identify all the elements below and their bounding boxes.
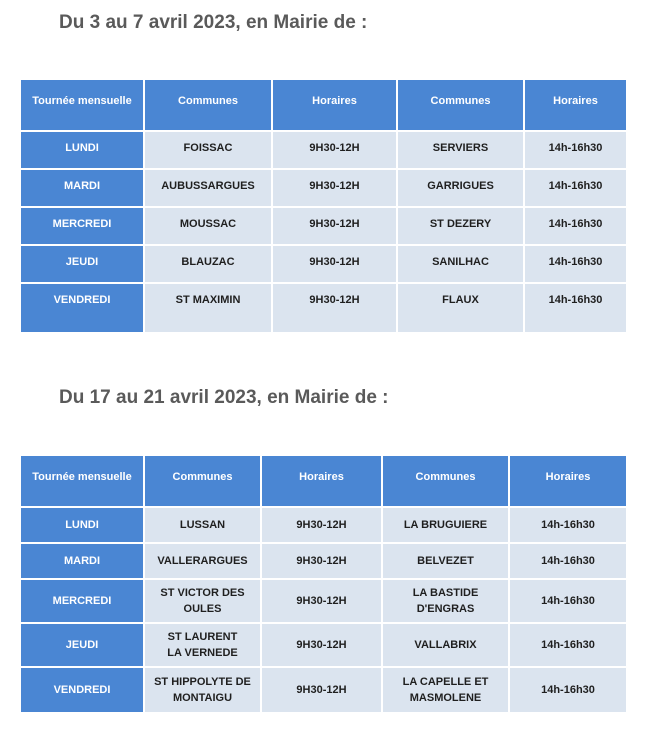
am-hours-cell: 9H30-12H <box>273 170 398 208</box>
am-hours-cell: 9H30-12H <box>273 246 398 284</box>
am-commune-cell: ST VICTOR DES OULES <box>145 580 262 624</box>
pm-commune-cell: ST DEZERY <box>398 208 525 246</box>
am-hours-cell: 9H30-12H <box>273 132 398 170</box>
am-hours-cell: 9H30-12H <box>273 284 398 332</box>
day-cell: MERCREDI <box>21 208 145 246</box>
am-commune-cell: ST LAURENT LA VERNEDE <box>145 624 262 668</box>
am-commune-cell: ST HIPPOLYTE DE MONTAIGU <box>145 668 262 712</box>
pm-commune-cell: GARRIGUES <box>398 170 525 208</box>
header-tournee: Tournée mensuelle <box>21 80 145 132</box>
day-cell: LUNDI <box>21 508 145 544</box>
pm-hours-cell: 14h-16h30 <box>510 624 626 668</box>
header-communes-am: Communes <box>145 456 262 508</box>
pm-hours-cell: 14h-16h30 <box>525 208 626 246</box>
am-hours-cell: 9H30-12H <box>262 508 383 544</box>
day-cell: MARDI <box>21 170 145 208</box>
pm-hours-cell: 14h-16h30 <box>525 170 626 208</box>
schedule-table-week-1 <box>21 80 626 332</box>
am-hours-cell: 9H30-12H <box>262 624 383 668</box>
am-commune-cell: ST MAXIMIN <box>145 284 273 332</box>
pm-commune-cell: BELVEZET <box>383 544 510 580</box>
day-cell: MERCREDI <box>21 580 145 624</box>
pm-commune-cell: LA CAPELLE ET MASMOLENE <box>383 668 510 712</box>
am-commune-cell: BLAUZAC <box>145 246 273 284</box>
section-title-week-2: Du 17 au 21 avril 2023, en Mairie de : <box>59 387 389 408</box>
am-commune-cell: MOUSSAC <box>145 208 273 246</box>
am-commune-cell: FOISSAC <box>145 132 273 170</box>
header-communes-pm: Communes <box>398 80 525 132</box>
day-cell: MARDI <box>21 544 145 580</box>
am-hours-cell: 9H30-12H <box>262 668 383 712</box>
pm-hours-cell: 14h-16h30 <box>525 246 626 284</box>
pm-hours-cell: 14h-16h30 <box>510 668 626 712</box>
table-row <box>21 580 626 624</box>
pm-commune-cell: FLAUX <box>398 284 525 332</box>
table-header-row <box>21 456 626 508</box>
pm-hours-cell: 14h-16h30 <box>525 284 626 332</box>
pm-hours-cell: 14h-16h30 <box>510 508 626 544</box>
am-hours-cell: 9H30-12H <box>273 208 398 246</box>
am-commune-cell: AUBUSSARGUES <box>145 170 273 208</box>
table-row <box>21 668 626 712</box>
day-cell: JEUDI <box>21 246 145 284</box>
am-hours-cell: 9H30-12H <box>262 544 383 580</box>
table-row <box>21 208 626 246</box>
section-title-week-1: Du 3 au 7 avril 2023, en Mairie de : <box>59 12 368 33</box>
header-communes-am: Communes <box>145 80 273 132</box>
table-row <box>21 132 626 170</box>
header-horaires-am: Horaires <box>273 80 398 132</box>
header-horaires-am: Horaires <box>262 456 383 508</box>
pm-commune-cell: LA BRUGUIERE <box>383 508 510 544</box>
table-row <box>21 170 626 208</box>
pm-hours-cell: 14h-16h30 <box>510 580 626 624</box>
table-row <box>21 508 626 544</box>
pm-commune-cell: VALLABRIX <box>383 624 510 668</box>
am-hours-cell: 9H30-12H <box>262 580 383 624</box>
pm-commune-cell: SERVIERS <box>398 132 525 170</box>
header-communes-pm: Communes <box>383 456 510 508</box>
pm-commune-cell: LA BASTIDE D'ENGRAS <box>383 580 510 624</box>
table-row <box>21 284 626 332</box>
header-tournee: Tournée mensuelle <box>21 456 145 508</box>
header-horaires-pm: Horaires <box>510 456 626 508</box>
schedule-table-week-2 <box>21 456 626 712</box>
pm-hours-cell: 14h-16h30 <box>525 132 626 170</box>
day-cell: JEUDI <box>21 624 145 668</box>
table-header-row <box>21 80 626 132</box>
day-cell: LUNDI <box>21 132 145 170</box>
header-horaires-pm: Horaires <box>525 80 626 132</box>
pm-hours-cell: 14h-16h30 <box>510 544 626 580</box>
day-cell: VENDREDI <box>21 668 145 712</box>
pm-commune-cell: SANILHAC <box>398 246 525 284</box>
table-row <box>21 544 626 580</box>
table-row <box>21 246 626 284</box>
am-commune-cell: LUSSAN <box>145 508 262 544</box>
table-row <box>21 624 626 668</box>
day-cell: VENDREDI <box>21 284 145 332</box>
am-commune-cell: VALLERARGUES <box>145 544 262 580</box>
